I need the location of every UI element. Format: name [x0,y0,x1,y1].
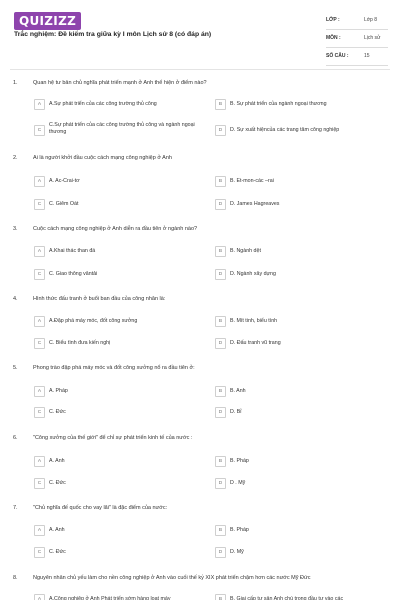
option-text: D. Đấu tranh vũ trang [230,339,281,346]
option-text: D. Sự xuất hiệncủa các trang tâm công nghiệp [230,126,340,133]
option-letter-box: C [34,338,45,349]
meta-grade-value: Lớp 8 [364,17,378,23]
option-text: C.Sự phát triển của các công trường thủ công và ngành ngoại thương [49,122,195,135]
option-text: C. Giao thông vântải [49,270,98,277]
option-text: D. Mỹ [230,548,244,555]
question-text: "Chủ nghĩa đế quốc cho vay lãi" là đặc điểm của nước: [33,505,168,511]
meta-count-label: SỐ CÂU : [326,53,349,59]
quizizz-logo: QUIZIZZ [14,12,81,30]
option-letter-box: D [215,547,226,558]
option-text: B. Mít tinh, biểu tình [230,317,278,324]
question-text: Quan hệ tư bản chủ nghĩa phát triển mạnh ở Anh thể hiện ở điểm nào? [33,80,207,86]
question-text: "Công xưởng của thế giới" để chỉ sự phát triển kinh tế của nước : [33,435,193,441]
option-letter-box: A [34,525,45,536]
option-letter-box: D [215,338,226,349]
option-letter-box: C [34,199,45,210]
question-text: Cuộc cách mạng công nghiệp ở Anh diễn ra đầu tiên ở ngành nào? [33,226,198,232]
question-text: Ai là người khởi đầu cuộc cách mạng công nghiệp ở Anh [33,155,172,161]
option-text: D. James Hagreaves [230,200,280,207]
question-number: 4. [13,296,18,302]
meta-question-count [326,48,388,66]
question-number: 5. [13,365,18,371]
question-text: Phong trào đập phá máy móc và đốt công xưởng nổ ra đầu tiên ở: [33,365,195,371]
option-letter-box: B [215,99,226,110]
option-text: B. Ngành dệt [230,247,261,254]
question-number: 1. [13,80,18,86]
option-text: A. Anh [49,526,65,533]
option-text: B. Et-mon-các –rai [230,177,274,184]
question-number: 6. [13,435,18,441]
option-letter-box: A [34,246,45,257]
question-text: Hình thức đấu tranh ở buổi ban đầu của công nhân là: [33,296,166,302]
option-letter-box: D [215,199,226,210]
question-number: 8. [13,575,18,581]
worksheet-title: Trắc nghiệm: Đề kiểm tra giữa kỳ I môn Lịch sử 8 (có đáp án) [14,31,212,38]
option-letter-box: C [34,125,45,136]
option-letter-box: D [215,407,226,418]
option-text: C. Đức [49,408,66,415]
option-text: B. Anh [230,387,246,394]
option-letter-box: C [34,407,45,418]
option-letter-box: B [215,246,226,257]
option-letter-box: C [34,269,45,280]
option-letter-box: D [215,478,226,489]
option-letter-box: B [215,176,226,187]
option-text: A.Đập phá máy móc, đốt công xưởng [49,317,138,324]
worksheet-meta [326,12,388,66]
option-text: A. Pháp [49,387,68,394]
option-text: A.Sự phát triển của các công trường thủ công [49,100,157,107]
option-text: A. Ac-Crai-tơ [49,177,80,184]
question-text: Nguyên nhân chủ yếu làm cho nền công nghiệp ở Anh vào cuối thế kỷ XIX phát triển chậm hơn các nước Mỹ Đức [33,575,311,581]
meta-subject-value: Lịch sử [364,35,381,41]
option-letter-box: D [215,125,226,136]
question-number: 7. [13,505,18,511]
option-letter-box: A [34,594,45,600]
option-letter-box: A [34,176,45,187]
meta-grade [326,12,388,30]
option-text: D. Ngành xây dựng [230,270,276,277]
option-text: B. Pháp [230,457,249,464]
option-text: C. Đức [49,548,66,555]
option-letter-box: B [215,456,226,467]
option-text: A.Công nghiệp ở Anh Phát triển sớm hàng loạt máy [49,595,171,600]
option-text: C. Giêm Oát [49,200,79,207]
option-letter-box: A [34,316,45,327]
option-text: C. Đức [49,479,66,486]
option-text: B. Giai cấp tư sản Anh chú trọng đầu tư vào các [230,595,344,600]
option-letter-box: A [34,99,45,110]
option-letter-box: C [34,547,45,558]
question-number: 3. [13,226,18,232]
option-text: B. Sự phát triển của ngành ngoại thương [230,100,327,107]
header-divider [10,69,390,70]
meta-subject [326,30,388,48]
option-text: A. Anh [49,457,65,464]
option-letter-box: D [215,269,226,280]
option-text: B. Pháp [230,526,249,533]
option-letter-box: B [215,525,226,536]
meta-subject-label: MÔN : [326,35,341,41]
meta-grade-label: LỚP : [326,17,340,23]
option-text: D. Bỉ [230,408,242,415]
option-letter-box: B [215,316,226,327]
option-letter-box: A [34,386,45,397]
option-text: A.Khai thác than đá [49,247,96,254]
option-text: C. Biểu tình đưa kiến nghị [49,339,111,346]
option-letter-box: C [34,478,45,489]
option-letter-box: B [215,594,226,600]
meta-count-value: 15 [364,53,370,59]
question-number: 2. [13,155,18,161]
option-letter-box: B [215,386,226,397]
option-text: D . Mỹ [230,479,246,486]
option-letter-box: A [34,456,45,467]
